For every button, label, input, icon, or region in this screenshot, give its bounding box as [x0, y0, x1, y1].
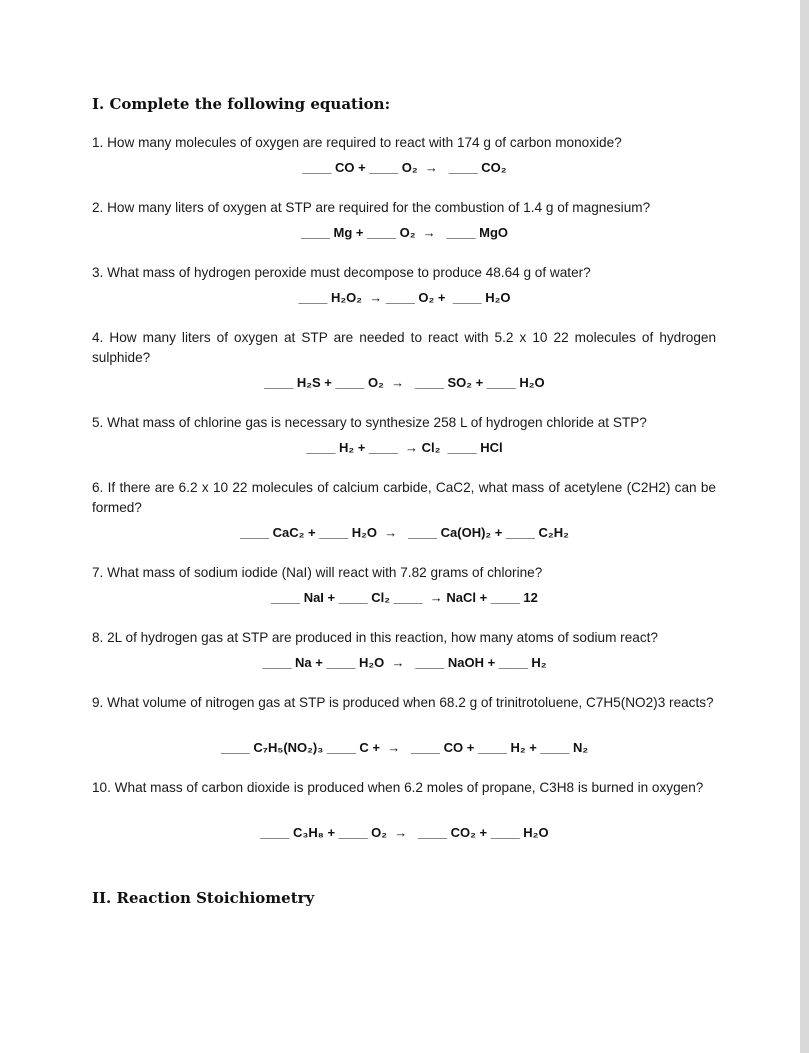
question-8-text: 8. 2L of hydrogen gas at STP are produced in this reaction, how many atoms of sodium react? [92, 630, 658, 645]
question-5-equation: ____ H₂ + ____ → Cl₂ ____ HCl [306, 440, 503, 455]
section-heading-reaction-stoichiometry: II. Reaction Stoichiometry [92, 889, 315, 907]
question-9-equation: ____ C₇H₅(NO₂)₃ ____ C + → ____ CO + ____ H₂ + ____ N₂ [220, 740, 589, 755]
question-3-equation: ____ H₂O₂ → ____ O₂ + ____ H₂O [298, 290, 511, 305]
question-7-text: 7. What mass of sodium iodide (NaI) will react with 7.82 grams of chlorine? [92, 565, 543, 580]
question-2-equation: ____ Mg + ____ O₂ → ____ MgO [300, 225, 508, 240]
question-1-equation: ____ CO + ____ O₂ → ____ CO₂ [302, 160, 507, 175]
page-edge [800, 0, 809, 1053]
question-3-text: 3. What mass of hydrogen peroxide must decompose to produce 48.64 g of water? [92, 265, 591, 280]
question-10-text: 10. What mass of carbon dioxide is produced when 6.2 moles of propane, C3H8 is burned in oxygen? [92, 780, 704, 795]
question-6-equation: ____ CaC₂ + ____ H₂O → ____ Ca(OH)₂ + ____ C₂H₂ [240, 525, 569, 540]
question-2-text: 2. How many liters of oxygen at STP are required for the combustion of 1.4 g of magnesium? [92, 200, 651, 215]
question-4-text: 4. How many liters of oxygen at STP are needed to react with 5.2 x 10 22 molecules of hydrogen sulphide? [92, 330, 716, 365]
question-10-equation: ____ C₃H₈ + ____ O₂ → ____ CO₂ + ____ H₂O [260, 825, 549, 840]
question-7-equation: ____ NaI + ____ Cl₂ ____ → NaCl + ____ 12 [271, 590, 538, 605]
question-4-equation: ____ H₂S + ____ O₂ → ____ SO₂ + ____ H₂O [264, 375, 545, 390]
section-heading-complete-equation: I. Complete the following equation: [92, 95, 391, 113]
question-8-equation: ____ Na + ____ H₂O → ____ NaOH + ____ H₂ [262, 655, 547, 670]
question-9-text: 9. What volume of nitrogen gas at STP is produced when 68.2 g of trinitrotoluene, C7H5(NO2)3 reacts? [92, 695, 714, 710]
question-5-text: 5. What mass of chlorine gas is necessary to synthesize 258 L of hydrogen chloride at STP? [92, 415, 647, 430]
question-1-text: 1. How many molecules of oxygen are required to react with 174 g of carbon monoxide? [92, 135, 622, 150]
question-6-text: 6. If there are 6.2 x 10 22 molecules of calcium carbide, CaC2, what mass of acetylene (C2H2) can be formed? [92, 480, 716, 515]
